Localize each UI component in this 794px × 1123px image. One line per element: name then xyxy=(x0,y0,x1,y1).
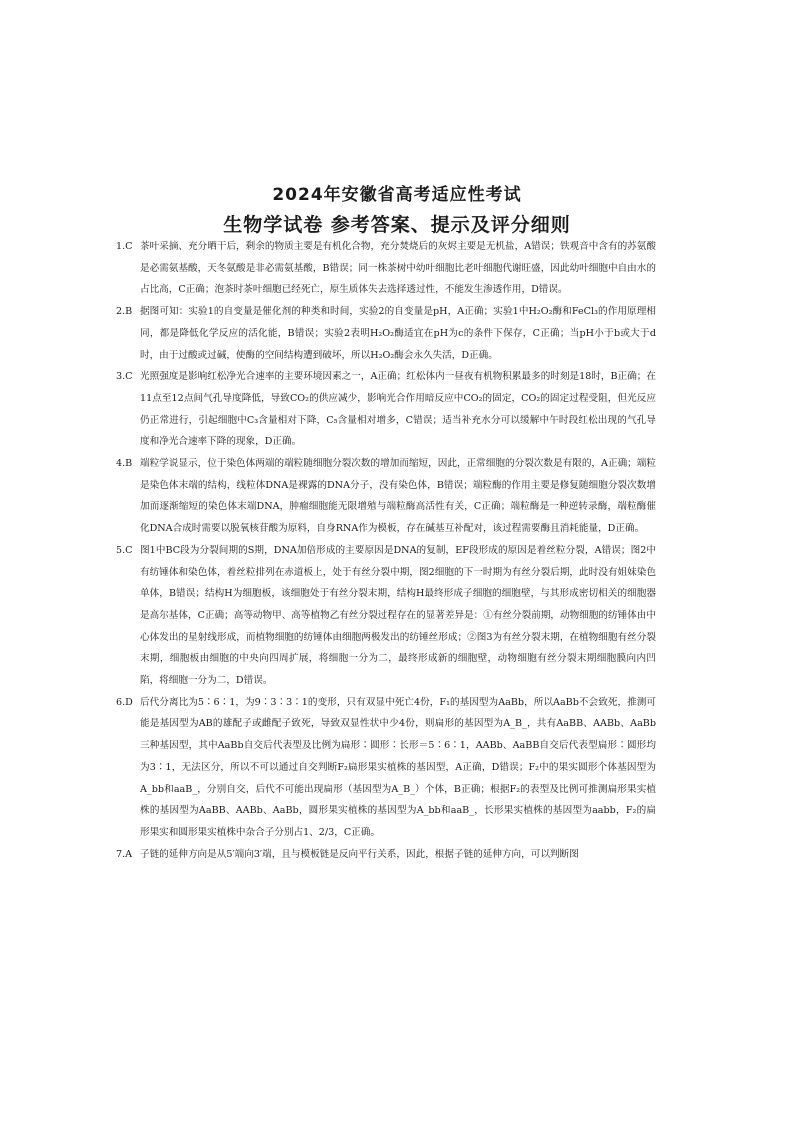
answer-number: 7.A xyxy=(116,848,133,860)
answer-number: 1.C xyxy=(116,241,133,252)
answer-number: 6.D xyxy=(116,696,133,708)
answer-item xyxy=(116,844,656,866)
answer-number: 3.C xyxy=(116,371,133,383)
answer-item xyxy=(116,301,656,366)
answer-text: 茶叶采摘、充分晒干后，剩余的物质主要是有机化合物，充分焚烧后的灰烬主要是无机盐，A错误；铁观音中含有的苏氨酸是必需氨基酸，天冬氨酸是非必需氨基酸，B错误；同一株茶树中幼叶细胞比老叶细胞代谢旺盛，因此幼叶细胞中自由水的占比高，C正确；泡茶时茶叶细胞已经死亡，原生质体失去选择透过性，不能发生渗透作用，D错误。 xyxy=(140,241,656,296)
answer-item xyxy=(116,453,656,540)
answer-list xyxy=(116,236,656,865)
answer-text: 光照强度是影响红松净光合速率的主要环境因素之一，A正确；红松体内一昼夜有机物积累最多的时刻是18时，B正确；在11点至12点间气孔导度降低，导致CO₂的供应减少，影响光合作用暗反应中CO₂的固定，CO₂的固定过程受阻，但光反应仍正常进行，引起细胞中C₃含量相对下降，C₅含量相对增多，C错误；适当补充水分可以缓解中午时段红松出现的气孔导度和净光合速率下降的现象，D正确。 xyxy=(140,371,656,448)
answer-text: 图1中BC段为分裂间期的S期，DNA加倍形成的主要原因是DNA的复制，EF段形成的原因是着丝粒分裂，A错误；图2中有纺锤体和染色体，着丝粒排列在赤道板上，处于有丝分裂中期，图2细胞的下一时期为有丝分裂后期，此时没有姐妹染色单体，B错误；结构H为细胞板，该细胞处于有丝分裂末期，结构H最终形成子细胞的细胞壁，与其形成密切相关的细胞器是高尔基体，C正确；高等动物甲、高等植物乙有丝分裂过程存在的显著差异是：①有丝分裂前期，动物细胞的纺锤体由中心体发出的星射线形成，而植物细胞的纺锤体由细胞两极发出的纺锤丝形成；②图3为有丝分裂末期，在植物细胞有丝分裂末期，细胞板由细胞的中央向四周扩展，将细胞一分为二，最终形成新的细胞壁，动物细胞有丝分裂末期细胞膜向内凹陷，将细胞一分为二，D错误。 xyxy=(140,544,656,687)
answer-number: 4.B xyxy=(116,458,133,470)
answer-item xyxy=(116,236,656,301)
answer-item xyxy=(116,540,656,692)
answer-text: 据图可知：实验1的自变量是催化剂的种类和时间，实验2的自变量是pH，A正确；实验1中H₂O₂酶和FeCl₃的作用原理相同，都是降低化学反应的活化能，B错误；实验2表明H₂O₂酶适宜在pH为c的条件下保存，C正确；当pH小于b或大于d时，由于过酸或过碱，使酶的空间结构遭到破坏，所以H₂O₂酶会永久失活，D正确。 xyxy=(140,306,656,361)
page-subtitle: 生物学试卷 参考答案、提示及评分细则 xyxy=(223,214,571,236)
answer-text: 后代分离比为5∶6∶1，为9∶3∶3∶1的变形，只有双显中死亡4份，F₁的基因型为AaBb，所以AaBb不会致死，推测可能是基因型为AB的雄配子或雌配子致死，导致双显性状中少4份，则扁形的基因型为A_B_，共有AaBB、AABb、AaBb三种基因型，其中AaBb自交后代表型及比例为扁形∶圆形∶长形＝5∶6∶1，AABb、AaBB自交后代表型扁形∶圆形均为3∶1，无法区分，所以不可以通过自交判断F₂扁形果实植株的基因型，A正确，D错误；F₂中的果实圆形个体基因型为A_bb和aaB_，分别自交，后代不可能出现扁形（基因型为A_B_）个体，B正确；根据F₂的表型及比例可推测扁形果实植株的基因型为AaBB、AABb、AaBb，圆形果实植株的基因型为A_bb和aaB_，长形果实植株的基因型为aabb，F₂的扁形果实和圆形果实植株中杂合子分别占1、2/3，C正确。 xyxy=(140,696,656,838)
answer-number: 5.C xyxy=(116,544,133,556)
answer-item xyxy=(116,692,656,844)
page-title: 2024年安徽省高考适应性考试 xyxy=(272,185,522,205)
answer-number: 2.B xyxy=(116,306,133,318)
answer-item xyxy=(116,366,656,453)
answer-text: 端粒学说显示，位于染色体两端的端粒随细胞分裂次数的增加而缩短，因此，正常细胞的分裂次数是有限的，A正确；端粒是染色体末端的结构，线粒体DNA是裸露的DNA分子，没有染色体，B错误；端粒酶的作用主要是修复随细胞分裂次数增加而逐渐缩短的染色体末端DNA，肿瘤细胞能无限增殖与端粒酶高活性有关，C正确；端粒酶是一种逆转录酶，端粒酶催化DNA合成时需要以脱氧核苷酸为原料，自身RNA作为模板，存在碱基互补配对，该过程需要酶且消耗能量，D正确。 xyxy=(140,458,656,535)
answer-text: 子链的延伸方向是从5′端向3′端，且与模板链是反向平行关系，因此，根据子链的延伸方向，可以判断图 xyxy=(140,848,579,860)
